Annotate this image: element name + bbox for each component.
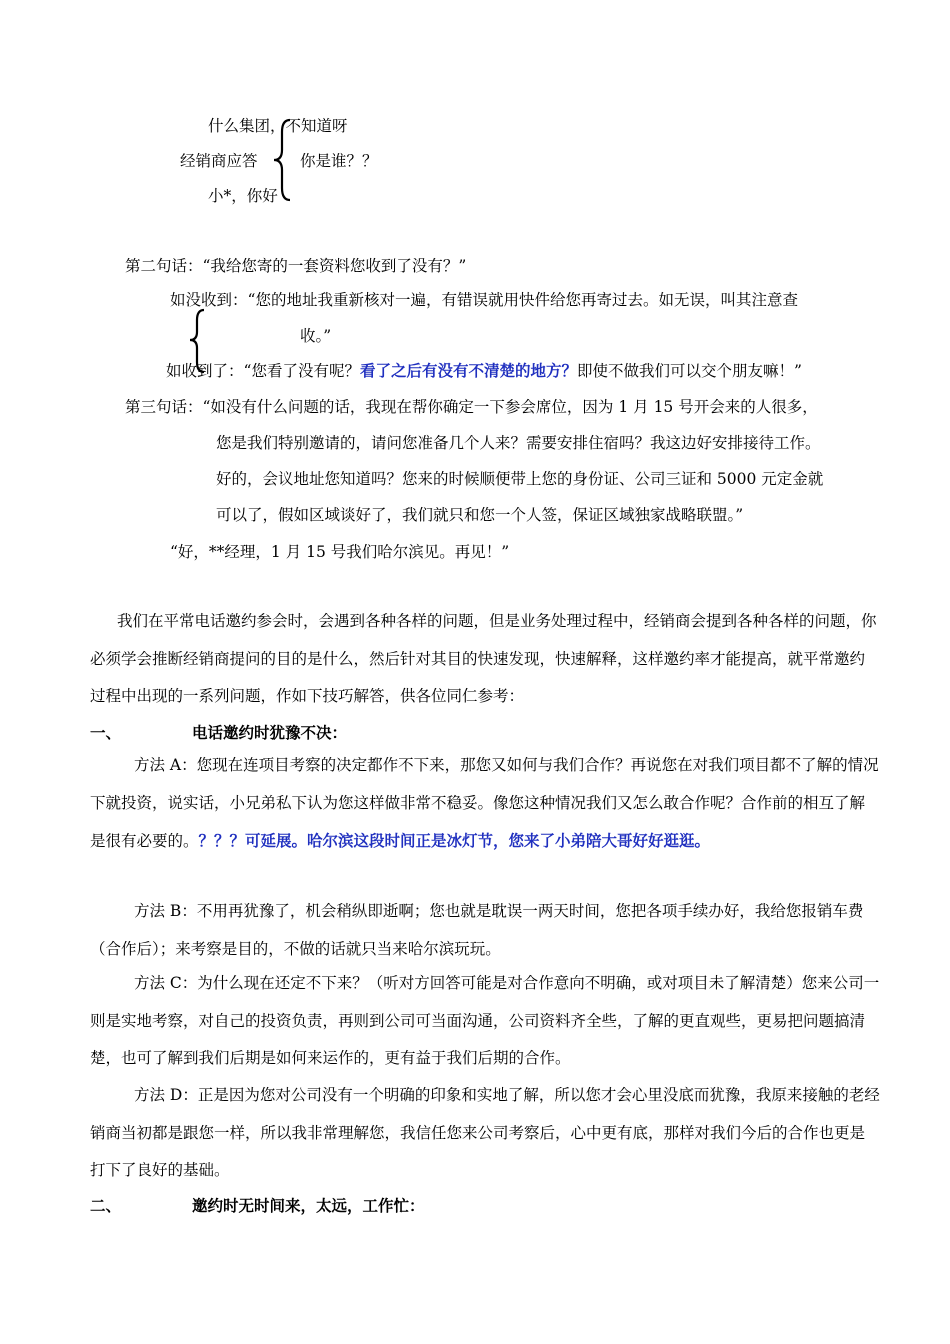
received-text-c: 即使不做我们可以交个朋友嘛！” bbox=[576, 362, 802, 380]
not-received-line bbox=[170, 290, 798, 310]
intro-paragraph bbox=[90, 603, 880, 716]
received-text-highlight: 看了之后有没有不清楚的地方？ bbox=[359, 361, 577, 380]
method-d-paragraph bbox=[90, 1077, 880, 1190]
method-a-paragraph bbox=[90, 747, 880, 861]
intro-text: 我们在平常电话邀约参会时，会遇到各种各样的问题，但是业务处理过程中，经销商会提到各种各样的问题，你必须学会推断经销商提问的目的是什么，然后针对其目的快速发现，快速解释，这样邀约率才能提高，就平常邀约过程中出现的一系列问题，作如下技巧解答，供各位同仁参考： bbox=[90, 612, 877, 706]
third-sentence-line-4: 可以了，假如区域谈好了，我们就只和您一个人签，保证区域独家战略联盟。” bbox=[216, 506, 744, 524]
method-d-text: 方法 D：正是因为您对公司没有一个明确的印象和实地了解，所以您才会心里没底而犹豫，我原来接触的老经销商当初都是跟您一样，所以我非常理解您，我信任您来公司考察后，心中更有底，那样对我们今后的合作也更是打下了良好的基础。 bbox=[90, 1086, 880, 1180]
third-sentence-line-2: 您是我们特别邀请的，请问您准备几个人来？需要安排住宿吗？我这边好安排接待工作。 bbox=[216, 434, 821, 452]
method-a-text: 方法 A：您现在连项目考察的决定都作不下来，那您又如何与我们合作？再说您在对我们项目都不了解的情况下就投资，说实话，小兄弟私下认为您这样做非常不稳妥。像您这种情况我们又怎么敢合作呢？合作前的相互了解是很有必要的。 bbox=[90, 756, 879, 851]
section-2-title: 邀约时无时间来，太远，工作忙： bbox=[192, 1196, 425, 1215]
dealer-response-label: 经销商应答 bbox=[180, 152, 258, 170]
third-sentence-line-3: 好的，会议地址您知道吗？您来的时候顺便带上您的身份证、公司三证和 5000 元定金就 bbox=[216, 470, 824, 488]
method-b-text: 方法 B：不用再犹豫了，机会稍纵即逝啊；您也就是耽误一两天时间，您把各项手续办好，我给您报销车费（合作后）；来考察是目的，不做的话就只当来哈尔滨玩玩。 bbox=[90, 902, 864, 958]
received-label: 如收到了： bbox=[166, 362, 244, 380]
closing-line: “好，**经理，1 月 15 号我们哈尔滨见。再见！” bbox=[170, 543, 510, 561]
method-b-paragraph bbox=[90, 893, 880, 968]
section-1-title: 电话邀约时犹豫不决： bbox=[192, 723, 348, 742]
response-3: 小*，你好 bbox=[208, 187, 278, 205]
section-2-number: 二、 bbox=[90, 1196, 122, 1215]
response-1-suffix: 不知道呀 bbox=[285, 117, 348, 135]
second-sentence-title: 第二句话：“我给您寄的一套资料您收到了没有？” bbox=[125, 257, 467, 275]
response-1-prefix: 什么集团， bbox=[208, 117, 286, 135]
received-text-a: “您看了没有呢？ bbox=[243, 362, 360, 380]
received-line bbox=[166, 361, 802, 381]
method-a-highlight: ？？？可延展。哈尔滨这段时间正是冰灯节，您来了小弟陪大哥好好逛逛。 bbox=[198, 831, 711, 851]
method-c-paragraph bbox=[90, 965, 880, 1078]
section-1-number: 一、 bbox=[90, 723, 122, 742]
not-received-label: 如没收到： bbox=[170, 291, 248, 309]
response-2: 你是谁？？ bbox=[300, 152, 378, 170]
not-received-cont: 收。” bbox=[300, 327, 332, 345]
method-c-text: 方法 C：为什么现在还定不下来？（听对方回答可能是对合作意向不明确，或对项目未了解清楚）您来公司一则是实地考察，对自己的投资负责，再则到公司可当面沟通，公司资料齐全些，了解的更直观些，更易把问题搞清楚，也可了解到我们后期是如何来运作的，更有益于我们后期的合作。 bbox=[90, 974, 880, 1068]
brace-1 bbox=[272, 118, 294, 202]
third-sentence-line-1: 第三句话：“如没有什么问题的话，我现在帮你确定一下参会席位，因为 1 月 15 号开会来的人很多， bbox=[125, 398, 818, 416]
not-received-text: “您的地址我重新核对一遍，有错误就用快件给您再寄过去。如无误，叫其注意查 bbox=[247, 291, 798, 309]
